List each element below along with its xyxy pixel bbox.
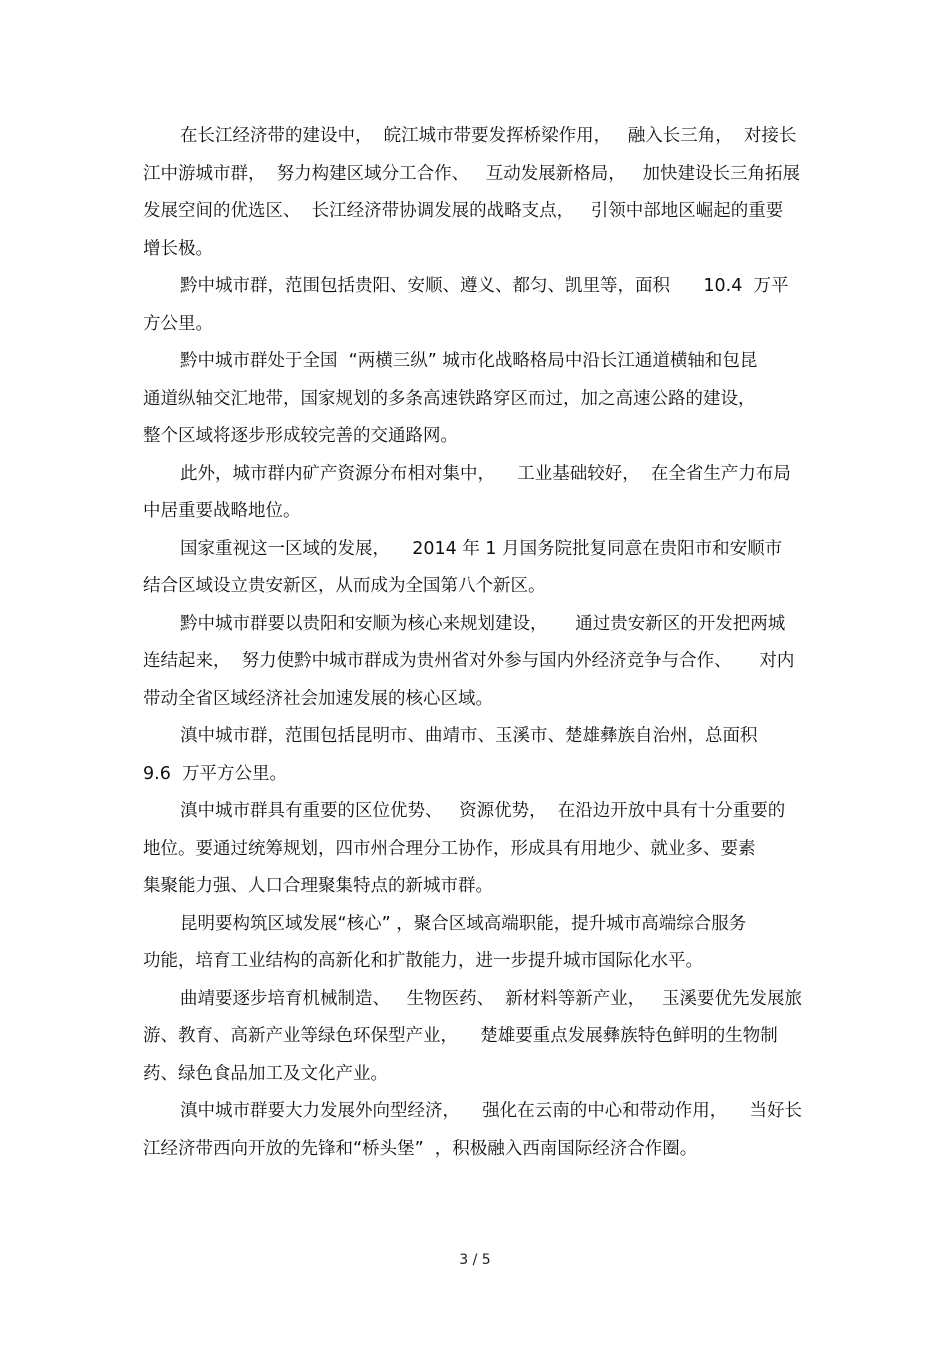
- paragraph: [143, 1093, 811, 1168]
- paragraph: [143, 456, 811, 531]
- paragraph: [143, 531, 811, 606]
- text-line: 此外，城市群内矿产资源分布相对集中， 工业基础较好， 在全省生产力布局: [180, 463, 791, 484]
- text-line: 国家重视这一区域的发展， 2014 年 1 月国务院批复同意在贵阳市和安顺市: [180, 538, 783, 559]
- text-line: 药、绿色食品加工及文化产业。: [143, 1063, 388, 1084]
- text-line: 中居重要战略地位。: [143, 501, 301, 521]
- paragraph: [143, 793, 811, 906]
- text-line: 黔中城市群要以贵阳和安顺为核心来规划建设， 通过贵安新区的开发把两城: [180, 613, 786, 634]
- paragraph: [143, 718, 811, 793]
- text-line: 滇中城市群，范围包括昆明市、曲靖市、玉溪市、楚雄彝族自治州，总面积: [180, 726, 758, 746]
- text-line: 通道纵轴交汇地带，国家规划的多条高速铁路穿区而过，加之高速公路的建设，: [143, 388, 756, 409]
- text-line: 整个区域将逐步形成较完善的交通路网。: [143, 426, 458, 446]
- paragraph: [143, 606, 811, 719]
- text-line: 地位。要通过统筹规划，四市州合理分工协作，形成具有用地少、就业多、要素: [143, 838, 756, 859]
- text-line: 结合区域设立贵安新区，从而成为全国第八个新区。: [143, 576, 546, 596]
- page-number: 3 / 5: [459, 1252, 491, 1268]
- text-line: 黔中城市群，范围包括贵阳、安顺、遵义、都匀、凯里等，面积 10.4 万平: [180, 276, 789, 296]
- text-line: 9.6 万平方公里。: [143, 763, 287, 784]
- text-line: 功能，培育工业结构的高新化和扩散能力，进一步提升城市国际化水平。: [143, 951, 703, 971]
- text-line: 曲靖要逐步培育机械制造、 生物医药、 新材料等新产业， 玉溪要优先发展旅: [180, 988, 802, 1009]
- text-line: 在长江经济带的建设中， 皖江城市带要发挥桥梁作用， 融入长三角， 对接长: [180, 126, 797, 146]
- paragraph: [143, 981, 811, 1094]
- text-line: 连结起来， 努力使黔中城市群成为贵州省对外参与国内外经济竞争与合作、 对内: [143, 651, 795, 671]
- text-line: 昆明要构筑区域发展“核心” ，聚合区域高端职能，提升城市高端综合服务: [180, 913, 747, 934]
- text-line: 江中游城市群， 努力构建区域分工合作、 互动发展新格局， 加快建设长三角拓展: [143, 163, 800, 184]
- paragraph: [143, 343, 811, 456]
- text-line: 黔中城市群处于全国 “两横三纵” 城市化战略格局中沿长江通道横轴和包昆: [180, 351, 758, 371]
- paragraph: [143, 118, 811, 268]
- text-line: 滇中城市群要大力发展外向型经济， 强化在云南的中心和带动作用， 当好长: [180, 1101, 802, 1121]
- text-line: 发展空间的优选区、 长江经济带协调发展的战略支点， 引领中部地区崛起的重要: [143, 201, 784, 221]
- text-line: 集聚能力强、人口合理聚集特点的新城市群。: [143, 876, 493, 896]
- text-line: 游、教育、高新产业等绿色环保型产业， 楚雄要重点发展彝族特色鲜明的生物制: [143, 1026, 778, 1046]
- text-line: 方公里。: [143, 313, 213, 334]
- paragraph: [143, 906, 811, 981]
- body-text: [143, 118, 811, 1168]
- paragraph: [143, 268, 811, 343]
- text-line: 带动全省区域经济社会加速发展的核心区域。: [143, 688, 493, 709]
- text-line: 滇中城市群具有重要的区位优势、 资源优势， 在沿边开放中具有十分重要的: [180, 801, 786, 821]
- text-line: 江经济带西向开放的先锋和“桥头堡” ，积极融入西南国际经济合作圈。: [143, 1138, 698, 1159]
- text-line: 增长极。: [143, 238, 213, 259]
